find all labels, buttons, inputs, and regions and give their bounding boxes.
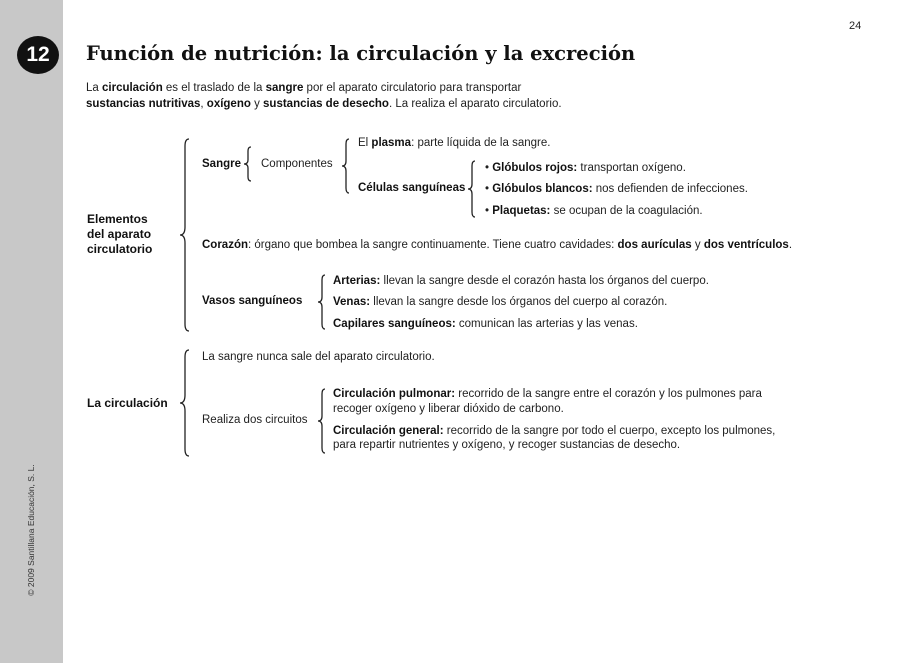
brace-componentes bbox=[340, 138, 352, 194]
unit-number-badge: 12 bbox=[17, 36, 59, 74]
page-title: Función de nutrición: la circulación y la excreción bbox=[86, 42, 636, 65]
left-sidebar bbox=[0, 0, 63, 663]
brace-circulacion bbox=[178, 349, 194, 457]
copyright-notice: © 2009 Santillana Educación, S. L. bbox=[26, 464, 36, 596]
circulacion-pulmonar-line-1: Circulación pulmonar: recorrido de la sangre entre el corazón y los pulmones para bbox=[333, 388, 762, 400]
brace-celulas bbox=[466, 160, 478, 218]
circulacion-pulmonar-line-2: recoger oxígeno y liberar dióxido de carbono. bbox=[333, 403, 564, 415]
componentes-label: Componentes bbox=[261, 158, 333, 170]
venas-item: Venas: llevan la sangre desde los órganos del cuerpo al corazón. bbox=[333, 296, 668, 308]
capilares-item: Capilares sanguíneos: comunican las arterias y las venas. bbox=[333, 318, 638, 330]
page-number: 24 bbox=[849, 20, 862, 32]
brace-elementos bbox=[178, 138, 194, 332]
plaquetas-item: • Plaquetas: se ocupan de la coagulación. bbox=[485, 205, 703, 217]
celulas-sanguineas-label: Células sanguíneas bbox=[358, 182, 466, 194]
circulacion-general-line-1: Circulación general: recorrido de la sangre por todo el cuerpo, excepto los pulmones, bbox=[333, 425, 776, 437]
circuitos-label: Realiza dos circuitos bbox=[202, 414, 308, 426]
globulos-rojos-item: • Glóbulos rojos: transportan oxígeno. bbox=[485, 162, 686, 174]
globulos-blancos-item: • Glóbulos blancos: nos defienden de infecciones. bbox=[485, 183, 748, 195]
intro-line-2: sustancias nutritivas, oxígeno y sustancias de desecho. La realiza el aparato circulatorio. bbox=[86, 98, 562, 110]
brace-vasos bbox=[316, 274, 328, 330]
sangre-nunca-sale: La sangre nunca sale del aparato circulatorio. bbox=[202, 351, 435, 363]
elementos-label-line-1: Elementos bbox=[87, 212, 148, 226]
brace-sangre bbox=[242, 146, 254, 182]
corazon-definition: Corazón: órgano que bombea la sangre continuamente. Tiene cuatro cavidades: dos aurículas y dos ventrículos. bbox=[202, 239, 793, 251]
arterias-item: Arterias: llevan la sangre desde el corazón hasta los órganos del cuerpo. bbox=[333, 275, 709, 287]
plasma-definition: El plasma: parte líquida de la sangre. bbox=[358, 137, 551, 149]
elementos-label-line-3: circulatorio bbox=[87, 242, 153, 256]
circulacion-label: La circulación bbox=[87, 396, 168, 410]
elementos-label-line-2: del aparato bbox=[87, 227, 152, 241]
circulacion-general-line-2: para repartir nutrientes y oxígeno, y recoger sustancias de desecho. bbox=[333, 439, 681, 451]
intro-line-1: La circulación es el traslado de la sangre por el aparato circulatorio para transportar bbox=[86, 82, 522, 94]
vasos-sanguineos-label: Vasos sanguíneos bbox=[202, 295, 303, 307]
sangre-label: Sangre bbox=[202, 158, 241, 170]
brace-circuitos bbox=[316, 388, 328, 454]
